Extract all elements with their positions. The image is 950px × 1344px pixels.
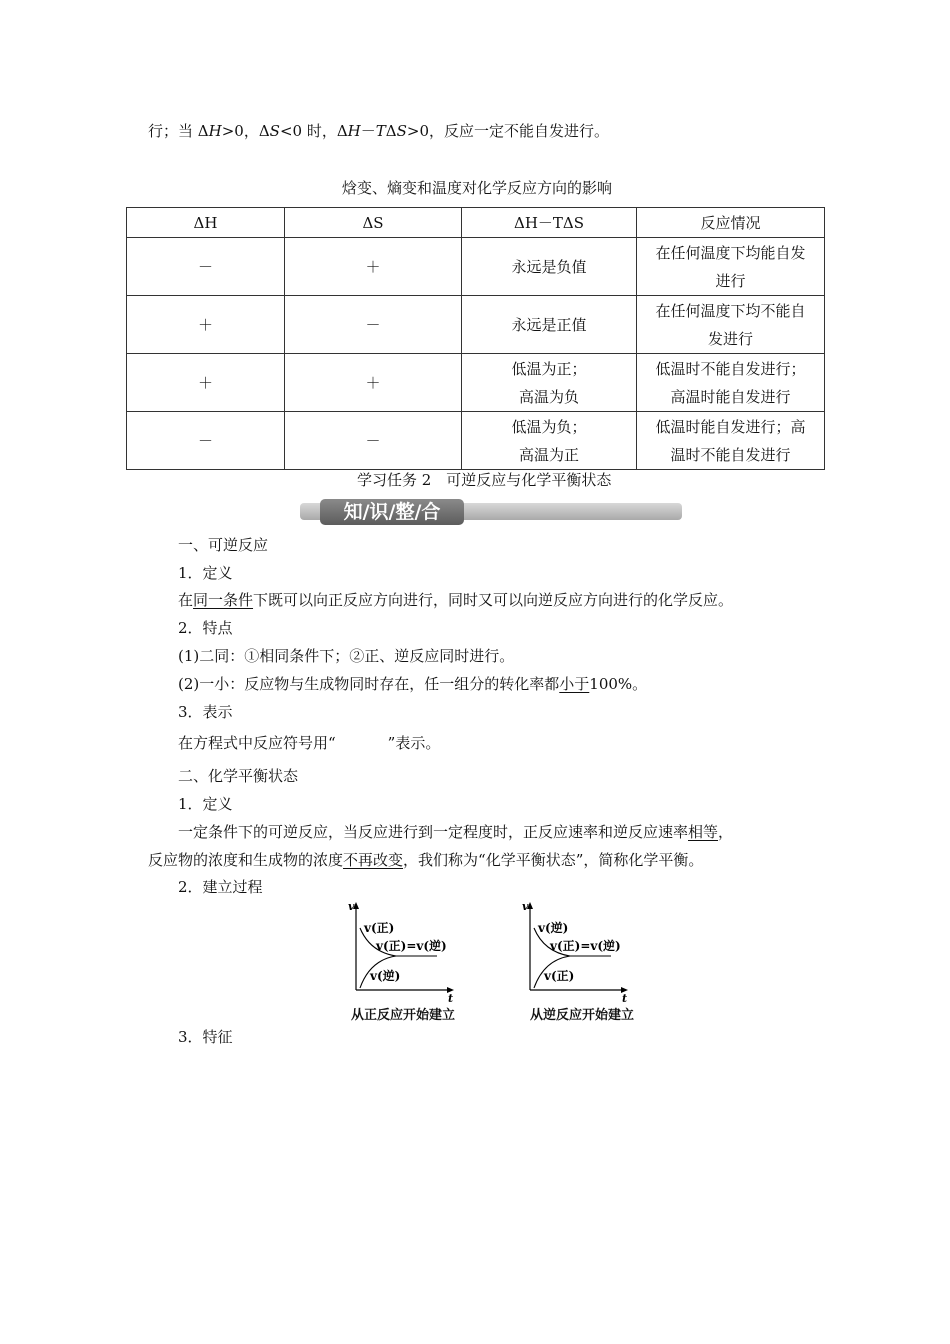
text-part: ，我们称为“化学平衡状态”，简称化学平衡。	[403, 851, 704, 869]
section2-def-line2	[148, 849, 703, 870]
header-dg: ΔH－TΔS	[462, 208, 637, 238]
section2-proc-title: 2．建立过程	[178, 878, 263, 896]
cell-line: 在任何温度下均能自发	[655, 243, 806, 262]
section1-feat-title: 2．特点	[178, 619, 233, 637]
cell-line: 永远是正值	[511, 315, 587, 334]
cell-dg	[462, 412, 637, 470]
cell-result	[637, 354, 825, 412]
table-row	[127, 296, 825, 354]
text-part: 100%。	[589, 675, 648, 693]
text-part: 下既可以向正反应方向进行，同时又可以向逆反应方向进行的化学反应。	[253, 591, 734, 609]
axis-label-v: v	[522, 900, 529, 913]
text-part: 在	[178, 591, 194, 609]
text-part: ，	[718, 823, 734, 841]
section2-heading: 二、化学平衡状态	[178, 767, 299, 785]
task-title: 学习任务 2 可逆反应与化学平衡状态	[357, 471, 612, 489]
label-bottom-rate: v(逆)	[370, 969, 401, 983]
section1-rep-text	[178, 732, 440, 753]
cell-line: 高温为正	[518, 445, 579, 464]
table-header-row	[127, 208, 825, 238]
cell-result	[637, 412, 825, 470]
section1-def-title: 1．定义	[178, 564, 233, 582]
graph-forward-svg	[340, 898, 470, 1003]
cell-line: 高温时能自发进行	[670, 387, 791, 406]
table-row	[127, 238, 825, 296]
underlined-keyword: 不再改变	[343, 851, 404, 869]
symbol-s: S	[396, 122, 407, 140]
text-part: ”表示。	[387, 734, 441, 752]
cell-line: 低温为正；	[511, 359, 587, 378]
graph-reverse-svg	[514, 898, 644, 1003]
minus-sign: －	[360, 122, 376, 140]
cell-ds: ＋	[285, 238, 462, 296]
cell-line: 进行	[715, 271, 746, 290]
graph-reverse-caption: 从逆反应开始建立	[530, 1008, 635, 1023]
underlined-keyword: 同一条件	[193, 591, 254, 609]
cell-ds: －	[285, 296, 462, 354]
symbol-h: H	[208, 122, 222, 140]
axis-label-v: v	[348, 900, 355, 913]
cell-dh: －	[127, 412, 285, 470]
header-ds: ΔS	[285, 208, 462, 238]
cell-line: 温时不能自发进行	[670, 445, 791, 464]
cell-result	[637, 296, 825, 354]
cell-line: 在任何温度下均不能自	[655, 301, 806, 320]
cell-dh: ＋	[127, 296, 285, 354]
section1-def-text	[178, 589, 733, 610]
table-row	[127, 354, 825, 412]
section1-feat2	[178, 673, 647, 694]
label-equal-rate: v(正)=v(逆)	[376, 939, 447, 953]
label-top-rate: v(逆)	[538, 921, 569, 935]
intro-part: >0，反应一定不能自发进行。	[406, 122, 610, 140]
section1-feat1: (1)二同：①相同条件下；②正、逆反应同时进行。	[178, 647, 515, 665]
cell-line: 低温时不能自发进行；	[655, 359, 806, 378]
text-part: (2)一小：反应物与生成物同时存在，任一组分的转化率都	[178, 675, 560, 693]
header-result: 反应情况	[637, 208, 825, 238]
cell-line: 高温为负	[518, 387, 579, 406]
section1-rep-title: 3．表示	[178, 703, 233, 721]
text-part: 一定条件下的可逆反应，当反应进行到一定程度时，正反应速率和逆反应速率	[178, 823, 689, 841]
cell-line: 永远是负值	[511, 257, 587, 276]
cell-result	[637, 238, 825, 296]
header-dh: ΔH	[127, 208, 285, 238]
intro-line	[148, 120, 609, 141]
symbol-h: H	[347, 122, 361, 140]
cell-dg	[462, 238, 637, 296]
intro-part: <0 时，Δ	[279, 122, 348, 140]
intro-part: >0，Δ	[221, 122, 270, 140]
intro-part: 行；当 Δ	[148, 122, 209, 140]
symbol-t: T	[375, 122, 386, 140]
cell-dg	[462, 296, 637, 354]
cell-dh: ＋	[127, 354, 285, 412]
text-part: 反应物的浓度和生成物的浓度	[148, 851, 344, 869]
graph-reverse	[514, 898, 644, 1003]
thermo-table	[126, 207, 825, 470]
symbol-s: S	[269, 122, 280, 140]
section2-def-title: 1．定义	[178, 795, 233, 813]
section1-heading: 一、可逆反应	[178, 536, 269, 554]
graph-forward-caption: 从正反应开始建立	[351, 1008, 456, 1023]
underlined-keyword: 小于	[559, 675, 590, 693]
table-row	[127, 412, 825, 470]
label-bottom-rate: v(正)	[544, 969, 575, 983]
banner-title: 知/识/整/合	[320, 499, 464, 525]
label-top-rate: v(正)	[364, 921, 395, 935]
cell-line: 低温为负；	[511, 417, 587, 436]
section2-char-title: 3．特征	[178, 1028, 233, 1046]
axis-label-t: t	[448, 992, 454, 1003]
cell-dg	[462, 354, 637, 412]
cell-ds: －	[285, 412, 462, 470]
table-caption: 焓变、熵变和温度对化学反应方向的影响	[342, 179, 613, 197]
underlined-keyword: 相等	[688, 823, 719, 841]
section2-def-line1	[178, 821, 733, 842]
text-part: 在方程式中反应符号用“	[178, 734, 336, 752]
cell-dh: －	[127, 238, 285, 296]
cell-line: 发进行	[707, 329, 753, 348]
graph-forward	[340, 898, 470, 1003]
axis-label-t: t	[622, 992, 628, 1003]
delta-sign: Δ	[385, 122, 397, 140]
label-equal-rate: v(正)=v(逆)	[550, 939, 621, 953]
cell-line: 低温时能自发进行；高	[655, 417, 806, 436]
cell-ds: ＋	[285, 354, 462, 412]
